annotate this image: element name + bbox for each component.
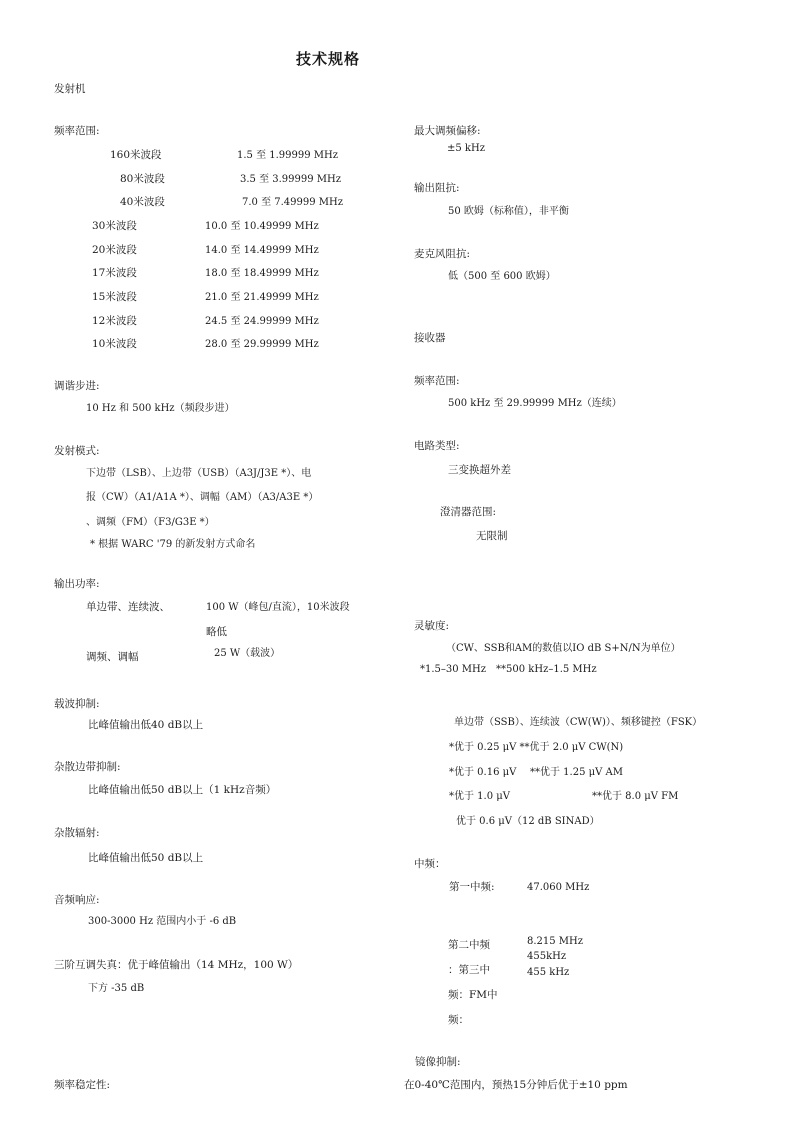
section-transmitter: 发射机 — [54, 83, 86, 95]
sens-row: **优于 8.0 μV FM — [592, 791, 679, 802]
if1-value: 47.060 MHz — [527, 882, 590, 893]
sens-row: *优于 0.16 μV — [449, 767, 517, 778]
sens-row: 优于 0.6 μV（12 dB SINAD） — [456, 816, 600, 827]
band-range: 24.5 至 24.99999 MHz — [205, 316, 319, 327]
band-label: 17米波段 — [92, 267, 137, 279]
band-label: 80米波段 — [120, 173, 165, 185]
circuit-value: 三变换超外差 — [448, 464, 511, 476]
audio-value: 300-3000 Hz 范围内小于 -6 dB — [88, 916, 237, 927]
impedance-label: 输出阻抗: — [414, 182, 460, 194]
band-range: 3.5 至 3.99999 MHz — [240, 174, 342, 185]
stability-label: 频率稳定性: — [54, 1079, 111, 1091]
image-value: 在0-40℃范围内，预热15分钟后优于±10 ppm — [404, 1079, 628, 1091]
band-label: 30米波段 — [92, 220, 137, 232]
band-range: 18.0 至 18.49999 MHz — [205, 268, 319, 279]
imd-label: 三阶互调失真：优于峰值输出（14 MHz，100 W） — [54, 959, 299, 971]
sens-row: *优于 1.0 μV — [449, 791, 510, 802]
band-label: 160米波段 — [110, 149, 162, 161]
sideband-value: 比峰值输出低50 dB以上（1 kHz音频） — [88, 784, 277, 796]
rx-freq-value: 500 kHz 至 29.99999 MHz（连续） — [448, 398, 622, 409]
power-label: 输出功率: — [54, 578, 100, 590]
sens-row: *优于 0.25 μV **优于 2.0 μV CW(N) — [449, 742, 624, 753]
if2-label: 频：FM中 — [448, 989, 498, 1001]
squelch-label: 澄清器范围: — [440, 506, 497, 518]
deviation-label: 最大调频偏移: — [414, 125, 481, 137]
band-label: 10米波段 — [92, 338, 137, 350]
circuit-label: 电路类型: — [414, 440, 460, 452]
if2-label: 第二中频 — [448, 939, 490, 951]
mic-value: 低（500 至 600 欧姆） — [448, 271, 556, 282]
carrier-label: 载波抑制: — [54, 698, 100, 710]
power-am-value: 25 W（载波） — [214, 648, 281, 659]
power-ssb-value2: 略低 — [206, 626, 227, 638]
sens-ranges: *1.5–30 MHz **500 kHz–1.5 MHz — [420, 664, 597, 675]
band-label: 40米波段 — [120, 196, 165, 208]
sens-modes: 单边带（SSB）、连续波（CW(W)）、频移键控（FSK） — [454, 717, 703, 728]
power-ssb-value: 100 W（峰包/直流），10米波段 — [206, 602, 350, 613]
spurious-value: 比峰值输出低50 dB以上 — [88, 852, 204, 864]
sideband-label: 杂散边带抑制: — [54, 761, 121, 773]
band-range: 14.0 至 14.49999 MHz — [205, 245, 319, 256]
page-title: 技术规格 — [296, 50, 361, 68]
mic-label: 麦克风阻抗: — [414, 248, 471, 260]
imd-value: 下方 -35 dB — [88, 983, 145, 994]
sens-row: **优于 1.25 μV AM — [530, 767, 623, 778]
sens-label: 灵敏度: — [414, 620, 450, 632]
spurious-label: 杂散辐射: — [54, 827, 100, 839]
band-range: 10.0 至 10.49999 MHz — [205, 221, 319, 232]
band-range: 28.0 至 29.99999 MHz — [205, 339, 319, 350]
deviation-value: ±5 kHz — [447, 143, 485, 154]
modes-line: 下边带（LSB）、上边带（USB）（A3J/J3E *）、电 — [86, 468, 312, 479]
rx-freq-label: 频率范围: — [414, 375, 460, 387]
band-label: 12米波段 — [92, 315, 137, 327]
band-range: 21.0 至 21.49999 MHz — [205, 292, 319, 303]
power-am-label: 调频、调幅 — [86, 651, 139, 663]
power-ssb-label: 单边带、连续波、 — [86, 601, 170, 613]
modes-label: 发射模式: — [54, 445, 100, 457]
modes-note: * 根据 WARC '79 的新发射方式命名 — [90, 539, 256, 550]
modes-line: 、调频（FM）（F3/G3E *） — [86, 517, 215, 528]
tuning-step-value: 10 Hz 和 500 kHz（频段步进） — [86, 403, 235, 414]
freq-range-label: 频率范围: — [54, 125, 100, 137]
if-value: 455kHz — [527, 951, 567, 962]
if-value: 8.215 MHz — [527, 936, 584, 947]
band-label: 20米波段 — [92, 244, 137, 256]
sens-note: （CW、SSB和AM的数值以IO dB S+N/N为单位） — [446, 643, 681, 654]
impedance-value: 50 欧姆（标称值），非平衡 — [448, 206, 569, 217]
audio-label: 音频响应: — [54, 894, 100, 906]
if-label: 中频： — [414, 858, 446, 870]
image-label: 镜像抑制: — [415, 1056, 461, 1068]
band-label: 15米波段 — [92, 291, 137, 303]
tuning-step-label: 调谐步进: — [54, 380, 100, 392]
squelch-value: 无限制 — [476, 530, 508, 542]
if2-label: 频： — [448, 1014, 469, 1026]
if2-label: ：第三中 — [448, 964, 490, 976]
band-range: 1.5 至 1.99999 MHz — [237, 150, 339, 161]
carrier-value: 比峰值输出低40 dB以上 — [88, 719, 204, 731]
band-range: 7.0 至 7.49999 MHz — [242, 197, 344, 208]
if1-label: 第一中频: — [449, 881, 495, 893]
if-value: 455 kHz — [527, 967, 570, 978]
section-receiver: 接收器 — [414, 332, 446, 344]
modes-line: 报（CW）（A1/A1A *）、调幅（AM）（A3/A3E *） — [86, 492, 319, 503]
